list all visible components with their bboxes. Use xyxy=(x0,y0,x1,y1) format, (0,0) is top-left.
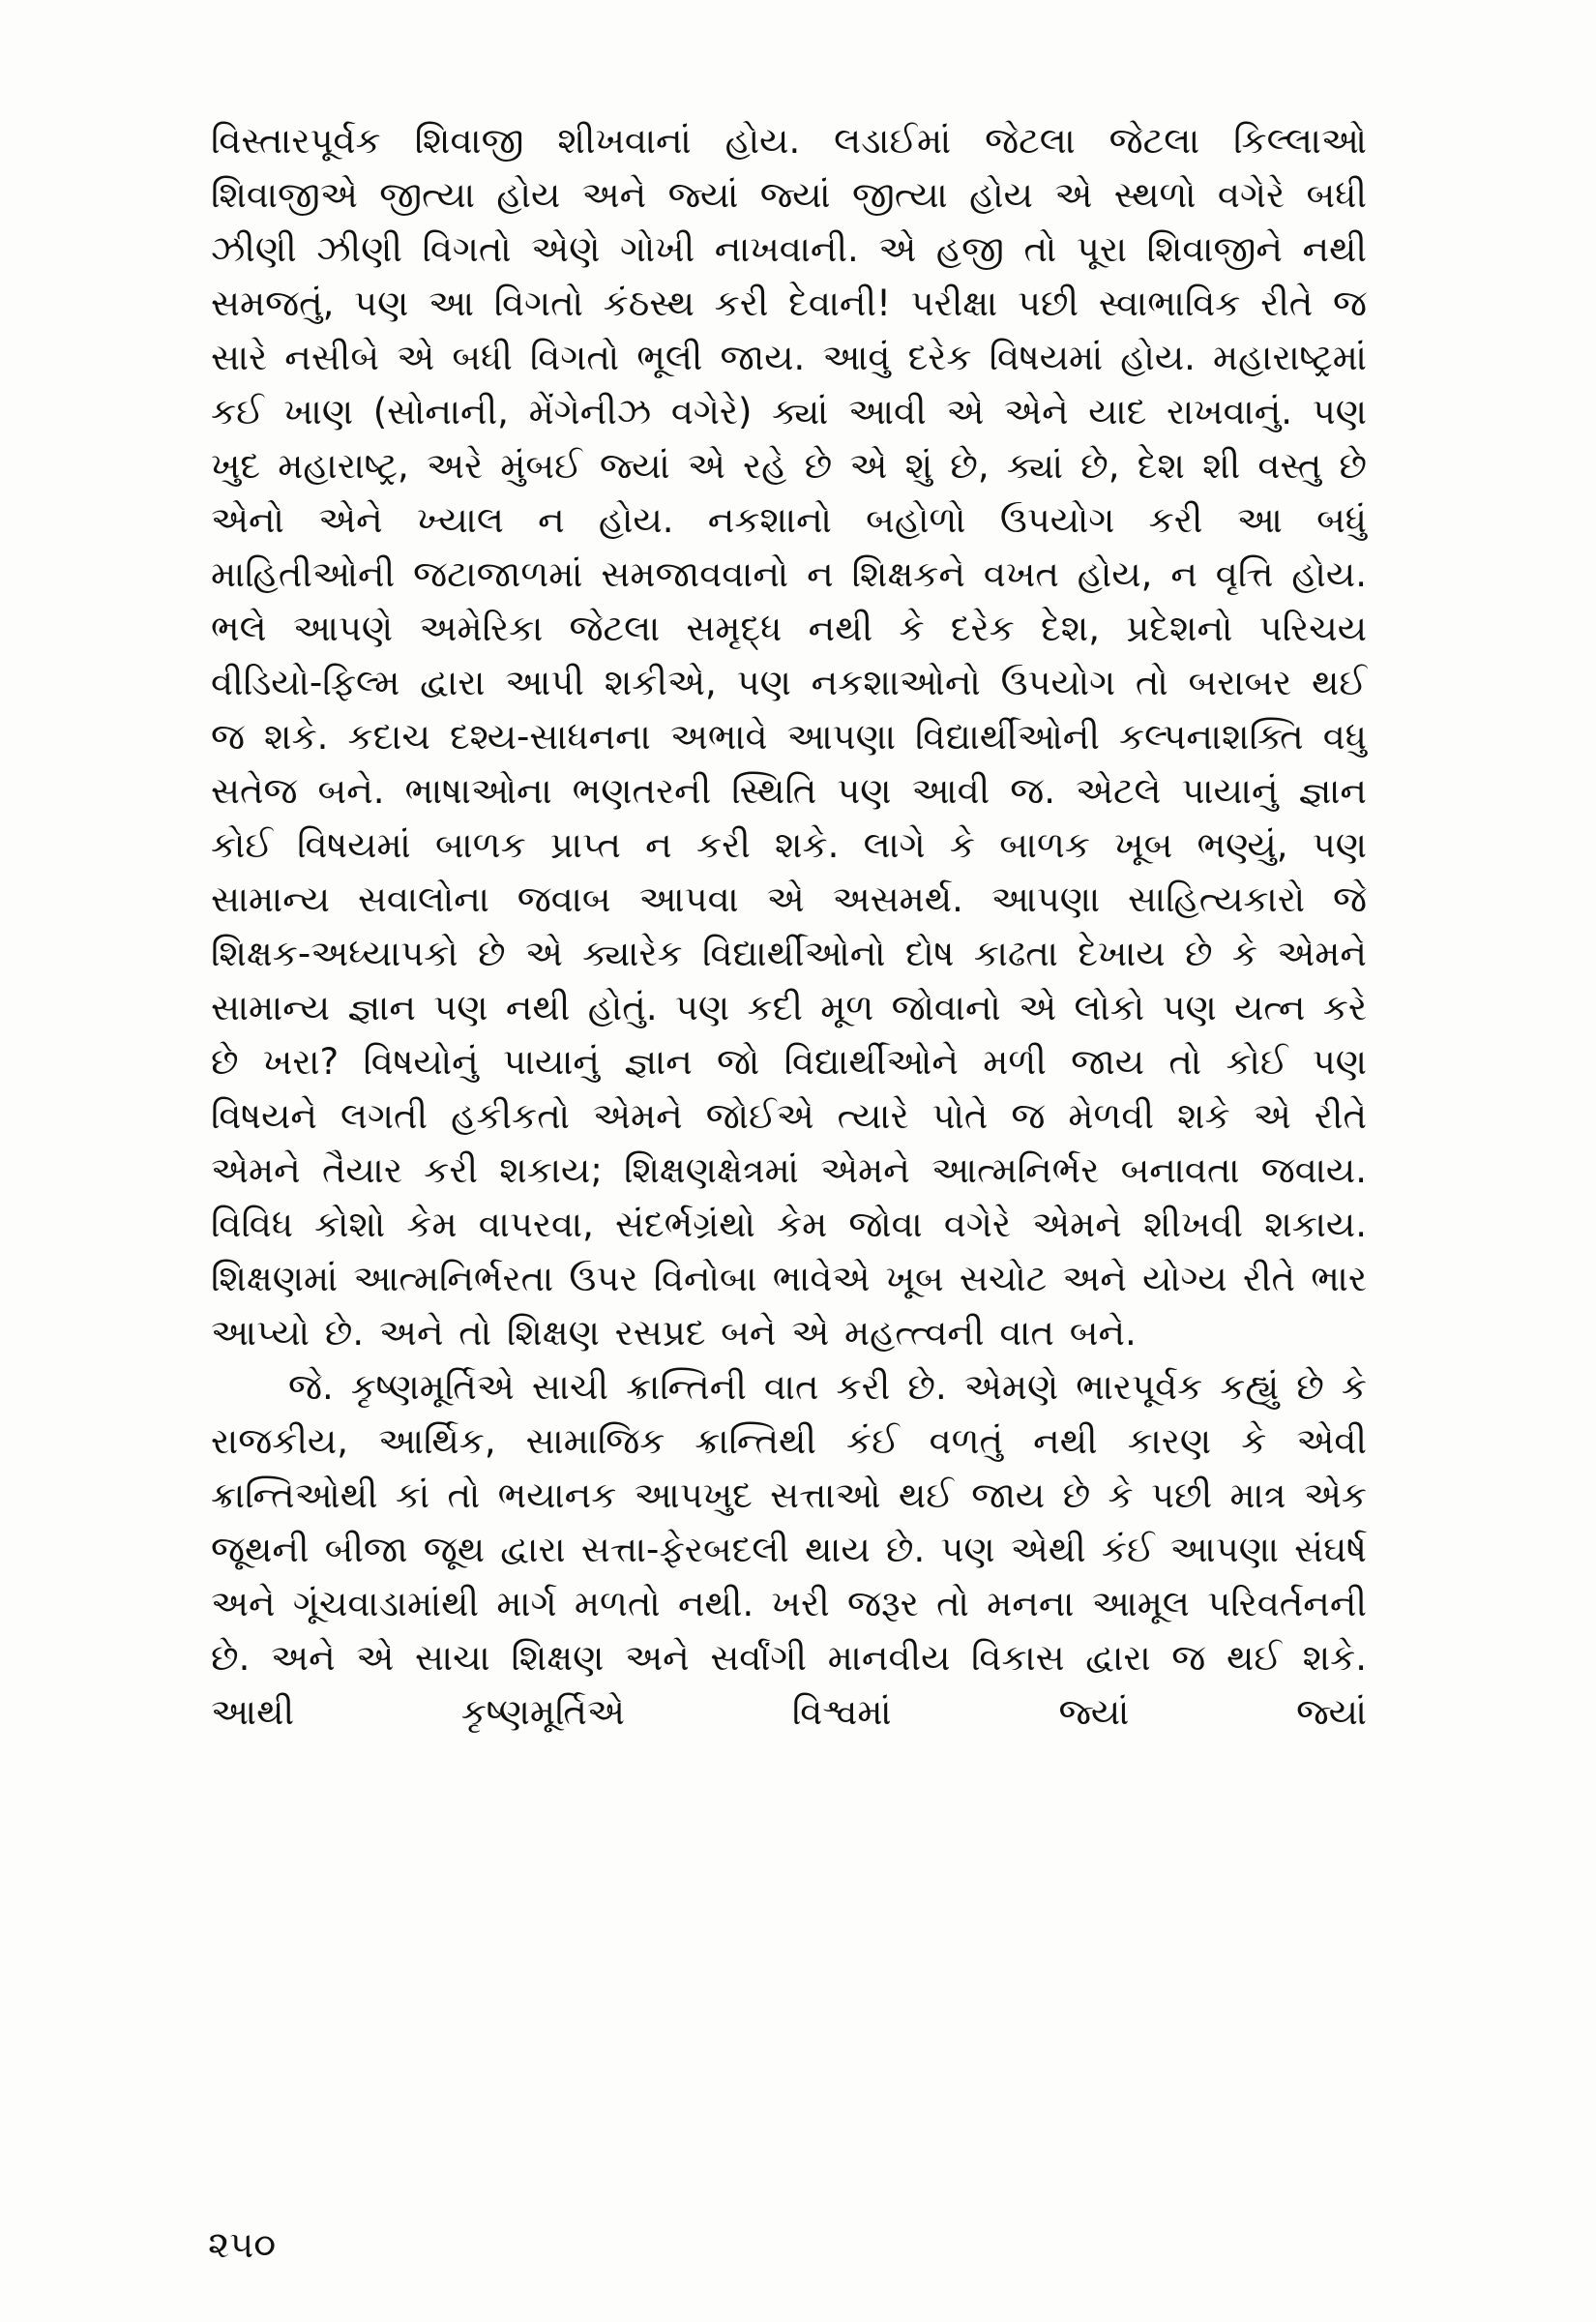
page-number: ૨૫૦ xyxy=(208,2223,277,2266)
paragraph-2: જે. કૃષ્ણમૂર્તિએ સાચી ક્રાન્તિની વાત કરી છે. એમણે ભારપૂર્વક કહ્યું છે કે રાજકીય, આર્થિક, સામાજિક ક્રાન્તિથી કંઈ વળતું નથી કારણ કે એવી ક્રાન્તિઓથી કાં તો ભયાનક આપખુદ સત્તાઓ થઈ જાય છે કે પછી માત્ર એક જૂથની બીજા જૂથ દ્વારા સત્તા-ફેરબદલી થાય છે. પણ એથી કંઈ આપણા સંઘર્ષ અને ગૂંચવાડામાંથી માર્ગ મળતો નથી. ખરી જરૂર તો મનના આમૂલ પરિવર્તનની છે. અને એ સાચા શિક્ષણ અને સર્વાંગી માનવીય વિકાસ દ્વારા જ થઈ શકે. આથી કૃષ્ણમૂર્તિએ વિશ્વમાં જ્યાં જ્યાં xyxy=(211,1366,1367,1733)
body-text xyxy=(211,114,1367,1740)
paragraph-1: વિસ્તારપૂર્વક શિવાજી શીખવાનાં હોય. લડાઈમાં જેટલા જેટલા કિલ્લાઓ શિવાજીએ જીત્યા હોય અને જ્યાં જ્યાં જીત્યા હોય એ સ્થળો વગેરે બધી ઝીણી ઝીણી વિગતો એણે ગોખી નાખવાની. એ હજી તો પૂરા શિવાજીને નથી સમજતું, પણ આ વિગતો કંઠસ્થ કરી દેવાની! પરીક્ષા પછી સ્વાભાવિક રીતે જ સારે નસીબે એ બધી વિગતો ભૂલી જાય. આવું દરેક વિષયમાં હોય. મહારાષ્ટ્રમાં કઈ ખાણ (સોનાની, મેંગેનીઝ વગેરે) ક્યાં આવી એ એને યાદ રાખવાનું. પણ ખુદ મહારાષ્ટ્ર, અરે મુંબઈ જ્યાં એ રહે છે એ શું છે, ક્યાં છે, દેશ શી વસ્તુ છે એનો એને ખ્યાલ ન હોય. નકશાનો બહોળો ઉપયોગ કરી આ બધું માહિતીઓની જટાજાળમાં સમજાવવાનો ન શિક્ષકને વખત હોય, ન વૃત્તિ હોય. ભલે આપણે અમેરિકા જેટલા સમૃદ્ધ નથી કે દરેક દેશ, પ્રદેશનો પરિચય વીડિયો-ફિલ્મ દ્વારા આપી શકીએ, પણ નકશાઓનો ઉપયોગ તો બરાબર થઈ જ શકે. કદાચ દશ્ય-સાધનના અભાવે આપણા વિદ્યાર્થીઓની કલ્પનાશક્તિ વધુ સતેજ બને. ભાષાઓના ભણતરની સ્થિતિ પણ આવી જ. એટલે પાયાનું જ્ઞાન કોઈ વિષયમાં બાળક પ્રાપ્ત ન કરી શકે. લાગે કે બાળક ખૂબ ભણ્યું, પણ સામાન્ય સવાલોના જવાબ આપવા એ અસમર્થ. આપણા સાહિત્યકારો જે શિક્ષક-અધ્યાપકો છે એ ક્યારેક વિદ્યાર્થીઓનો દોષ કાઢતા દેખાય છે કે એમને સામાન્ય જ્ઞાન પણ નથી હોતું. પણ કદી મૂળ જોવાનો એ લોકો પણ યત્ન કરે છે ખરા? વિષયોનું પાયાનું જ્ઞાન જો વિદ્યાર્થીઓને મળી જાય તો કોઈ પણ વિષયને લગતી હકીકતો એમને જોઈએ ત્યારે પોતે જ મેળવી શકે એ રીતે એમને તૈયાર કરી શકાય; શિક્ષણક્ષેત્રમાં એમને આત્મનિર્ભર બનાવતા જવાય. વિવિધ કોશો કેમ વાપરવા, સંદર્ભગ્રંથો કેમ જોવા વગેરે એમને શીખવી શકાય. શિક્ષણમાં આત્મનિર્ભરતા ઉપર વિનોબા ભાવેએ ખૂબ સચોટ અને યોગ્ય રીતે ભાર આપ્યો છે. અને તો શિક્ષણ રસપ્રદ બને એ મહત્ત્વની વાત બને. xyxy=(211,120,1367,1354)
